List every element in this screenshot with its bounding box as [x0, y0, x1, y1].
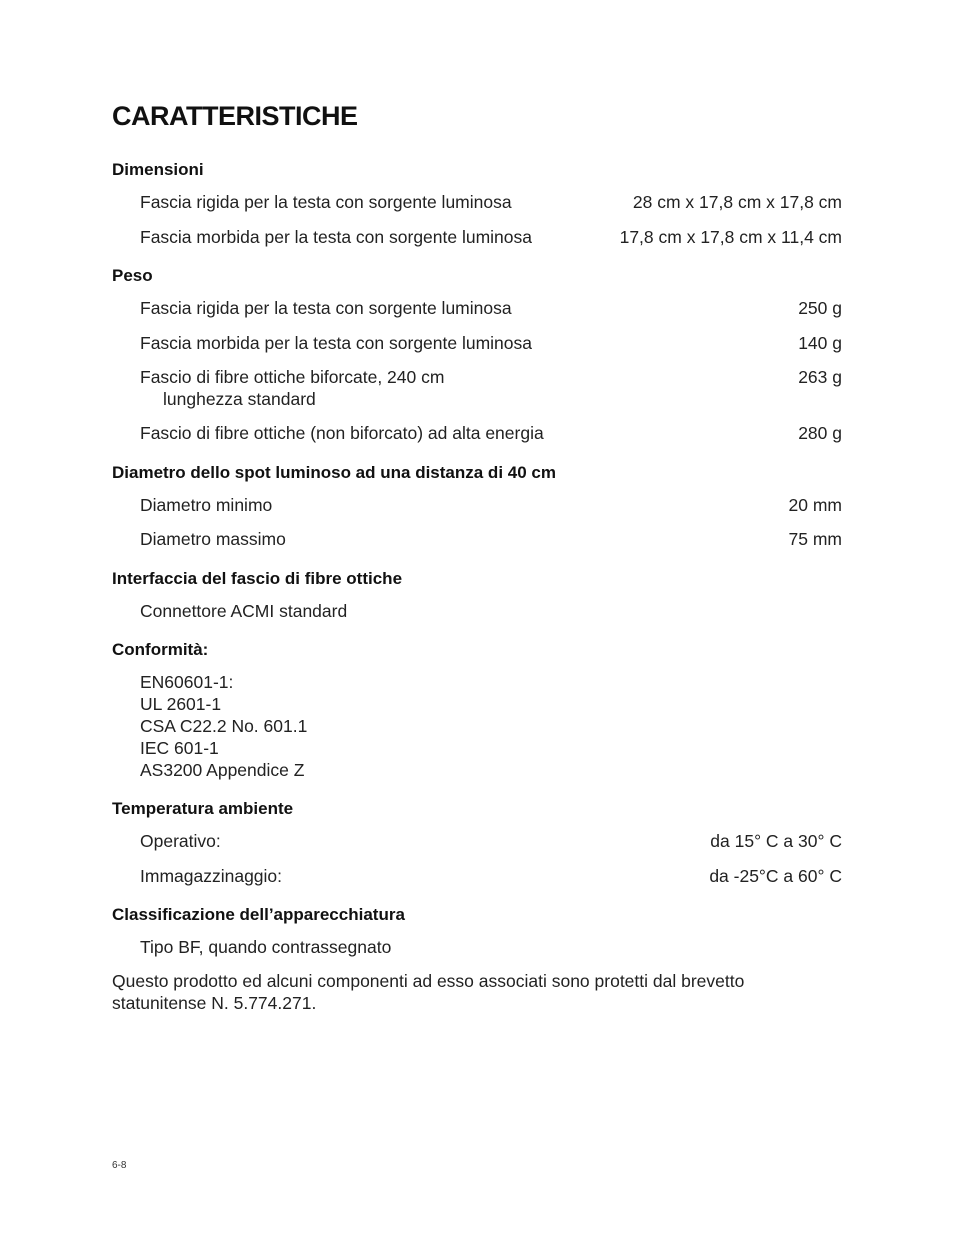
section-heading-diametro: Diametro dello spot luminoso ad una distanza di 40 cm	[112, 463, 556, 482]
conformity-item: AS3200 Appendice Z	[140, 760, 305, 780]
spec-label: Diametro massimo	[140, 529, 286, 549]
spec-value: 28 cm x 17,8 cm x 17,8 cm	[632, 192, 842, 212]
spec-label: Immagazzinaggio:	[140, 866, 283, 886]
conformity-item: IEC 601-1	[140, 738, 219, 758]
page-title: CARATTERISTICHE	[112, 101, 358, 131]
spec-label: Diametro minimo	[140, 495, 273, 515]
spec-value: 140 g	[798, 333, 842, 353]
spec-label: Fascio di fibre ottiche (non biforcato) ad alta energia	[140, 423, 544, 443]
section-heading-dimensioni: Dimensioni	[112, 160, 204, 179]
spec-value: 263 g	[798, 367, 842, 387]
spec-label: Fascia morbida per la testa con sorgente luminosa	[140, 333, 533, 353]
page-number: 6-8	[112, 1160, 127, 1171]
conformity-list	[140, 671, 307, 781]
spec-value: 250 g	[798, 298, 842, 318]
conformity-item: EN60601-1:	[140, 672, 234, 692]
spec-value: da 15° C a 30° C	[710, 831, 842, 851]
spec-value: 280 g	[798, 423, 842, 443]
spec-value: 17,8 cm x 17,8 cm x 11,4 cm	[619, 227, 842, 247]
spec-label: Fascia morbida per la testa con sorgente luminosa	[140, 227, 533, 247]
patent-note: Questo prodotto ed alcuni componenti ad esso associati sono protetti dal brevetto statunitense N. 5.774.271.	[112, 971, 745, 1013]
spec-label-continuation: lunghezza standard	[163, 389, 316, 409]
spec-label-line: Fascio di fibre ottiche biforcate, 240 cm	[140, 367, 445, 387]
section-heading-conformita: Conformità:	[112, 640, 209, 659]
spec-value: 20 mm	[788, 495, 842, 515]
spec-label: Fascia rigida per la testa con sorgente luminosa	[140, 192, 512, 212]
spec-text: Connettore ACMI standard	[140, 601, 348, 621]
spec-value: 75 mm	[788, 529, 842, 549]
spec-text: Tipo BF, quando contrassegnato	[140, 937, 392, 957]
section-heading-interfaccia: Interfaccia del fascio di fibre ottiche	[112, 569, 403, 588]
spec-label: Fascia rigida per la testa con sorgente luminosa	[140, 298, 512, 318]
spec-label-multiline	[140, 366, 444, 410]
section-heading-classificazione: Classificazione dell’apparecchiatura	[112, 905, 405, 924]
conformity-item: CSA C22.2 No. 601.1	[140, 716, 308, 736]
spec-value: da -25°C a 60° C	[709, 866, 842, 886]
conformity-item: UL 2601-1	[140, 694, 222, 714]
section-heading-peso: Peso	[112, 266, 153, 285]
section-heading-temperatura: Temperatura ambiente	[112, 799, 294, 818]
spec-label: Operativo:	[140, 831, 221, 851]
